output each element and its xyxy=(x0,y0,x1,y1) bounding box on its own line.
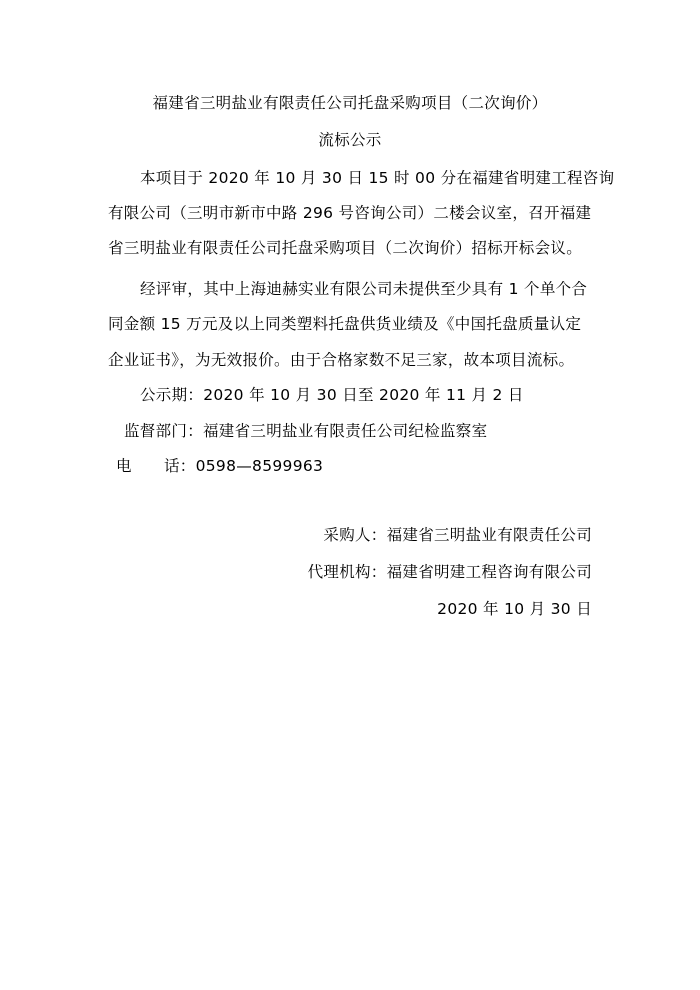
phone-label-part2: 话： xyxy=(164,457,196,475)
phone-number: 0598—8599963 xyxy=(195,457,324,475)
phone-label-part1: 电 xyxy=(116,457,132,475)
paragraph2-line2: 同金额 15 万元及以上同类塑料托盘供货业绩及《中国托盘质量认定 xyxy=(108,315,582,333)
paragraph1-line1: 本项目于 2020 年 10 月 30 日 15 时 00 分在福建省明建工程咨询 xyxy=(140,169,615,187)
phone-line xyxy=(116,456,323,476)
document-title: 福建省三明盐业有限责任公司托盘采购项目（二次询价） xyxy=(152,94,548,112)
agency: 代理机构：福建省明建工程咨询有限公司 xyxy=(307,563,592,581)
purchaser: 采购人：福建省三明盐业有限责任公司 xyxy=(323,526,592,544)
publicity-period: 公示期：2020 年 10 月 30 日至 2020 年 11 月 2 日 xyxy=(140,386,524,404)
paragraph1-line3: 省三明盐业有限责任公司托盘采购项目（二次询价）招标开标会议。 xyxy=(108,239,583,257)
paragraph1-line2: 有限公司（三明市新市中路 296 号咨询公司）二楼会议室，召开福建 xyxy=(108,204,592,222)
supervision-department: 监督部门：福建省三明盐业有限责任公司纪检监察室 xyxy=(124,422,488,440)
document-subtitle: 流标公示 xyxy=(318,131,382,149)
paragraph2-line3: 企业证书》，为无效报价。由于合格家数不足三家，故本项目流标。 xyxy=(108,351,575,369)
paragraph2-line1: 经评审，其中上海迪赫实业有限公司未提供至少具有 1 个单个合 xyxy=(140,280,588,298)
signature-date: 2020 年 10 月 30 日 xyxy=(437,600,592,618)
